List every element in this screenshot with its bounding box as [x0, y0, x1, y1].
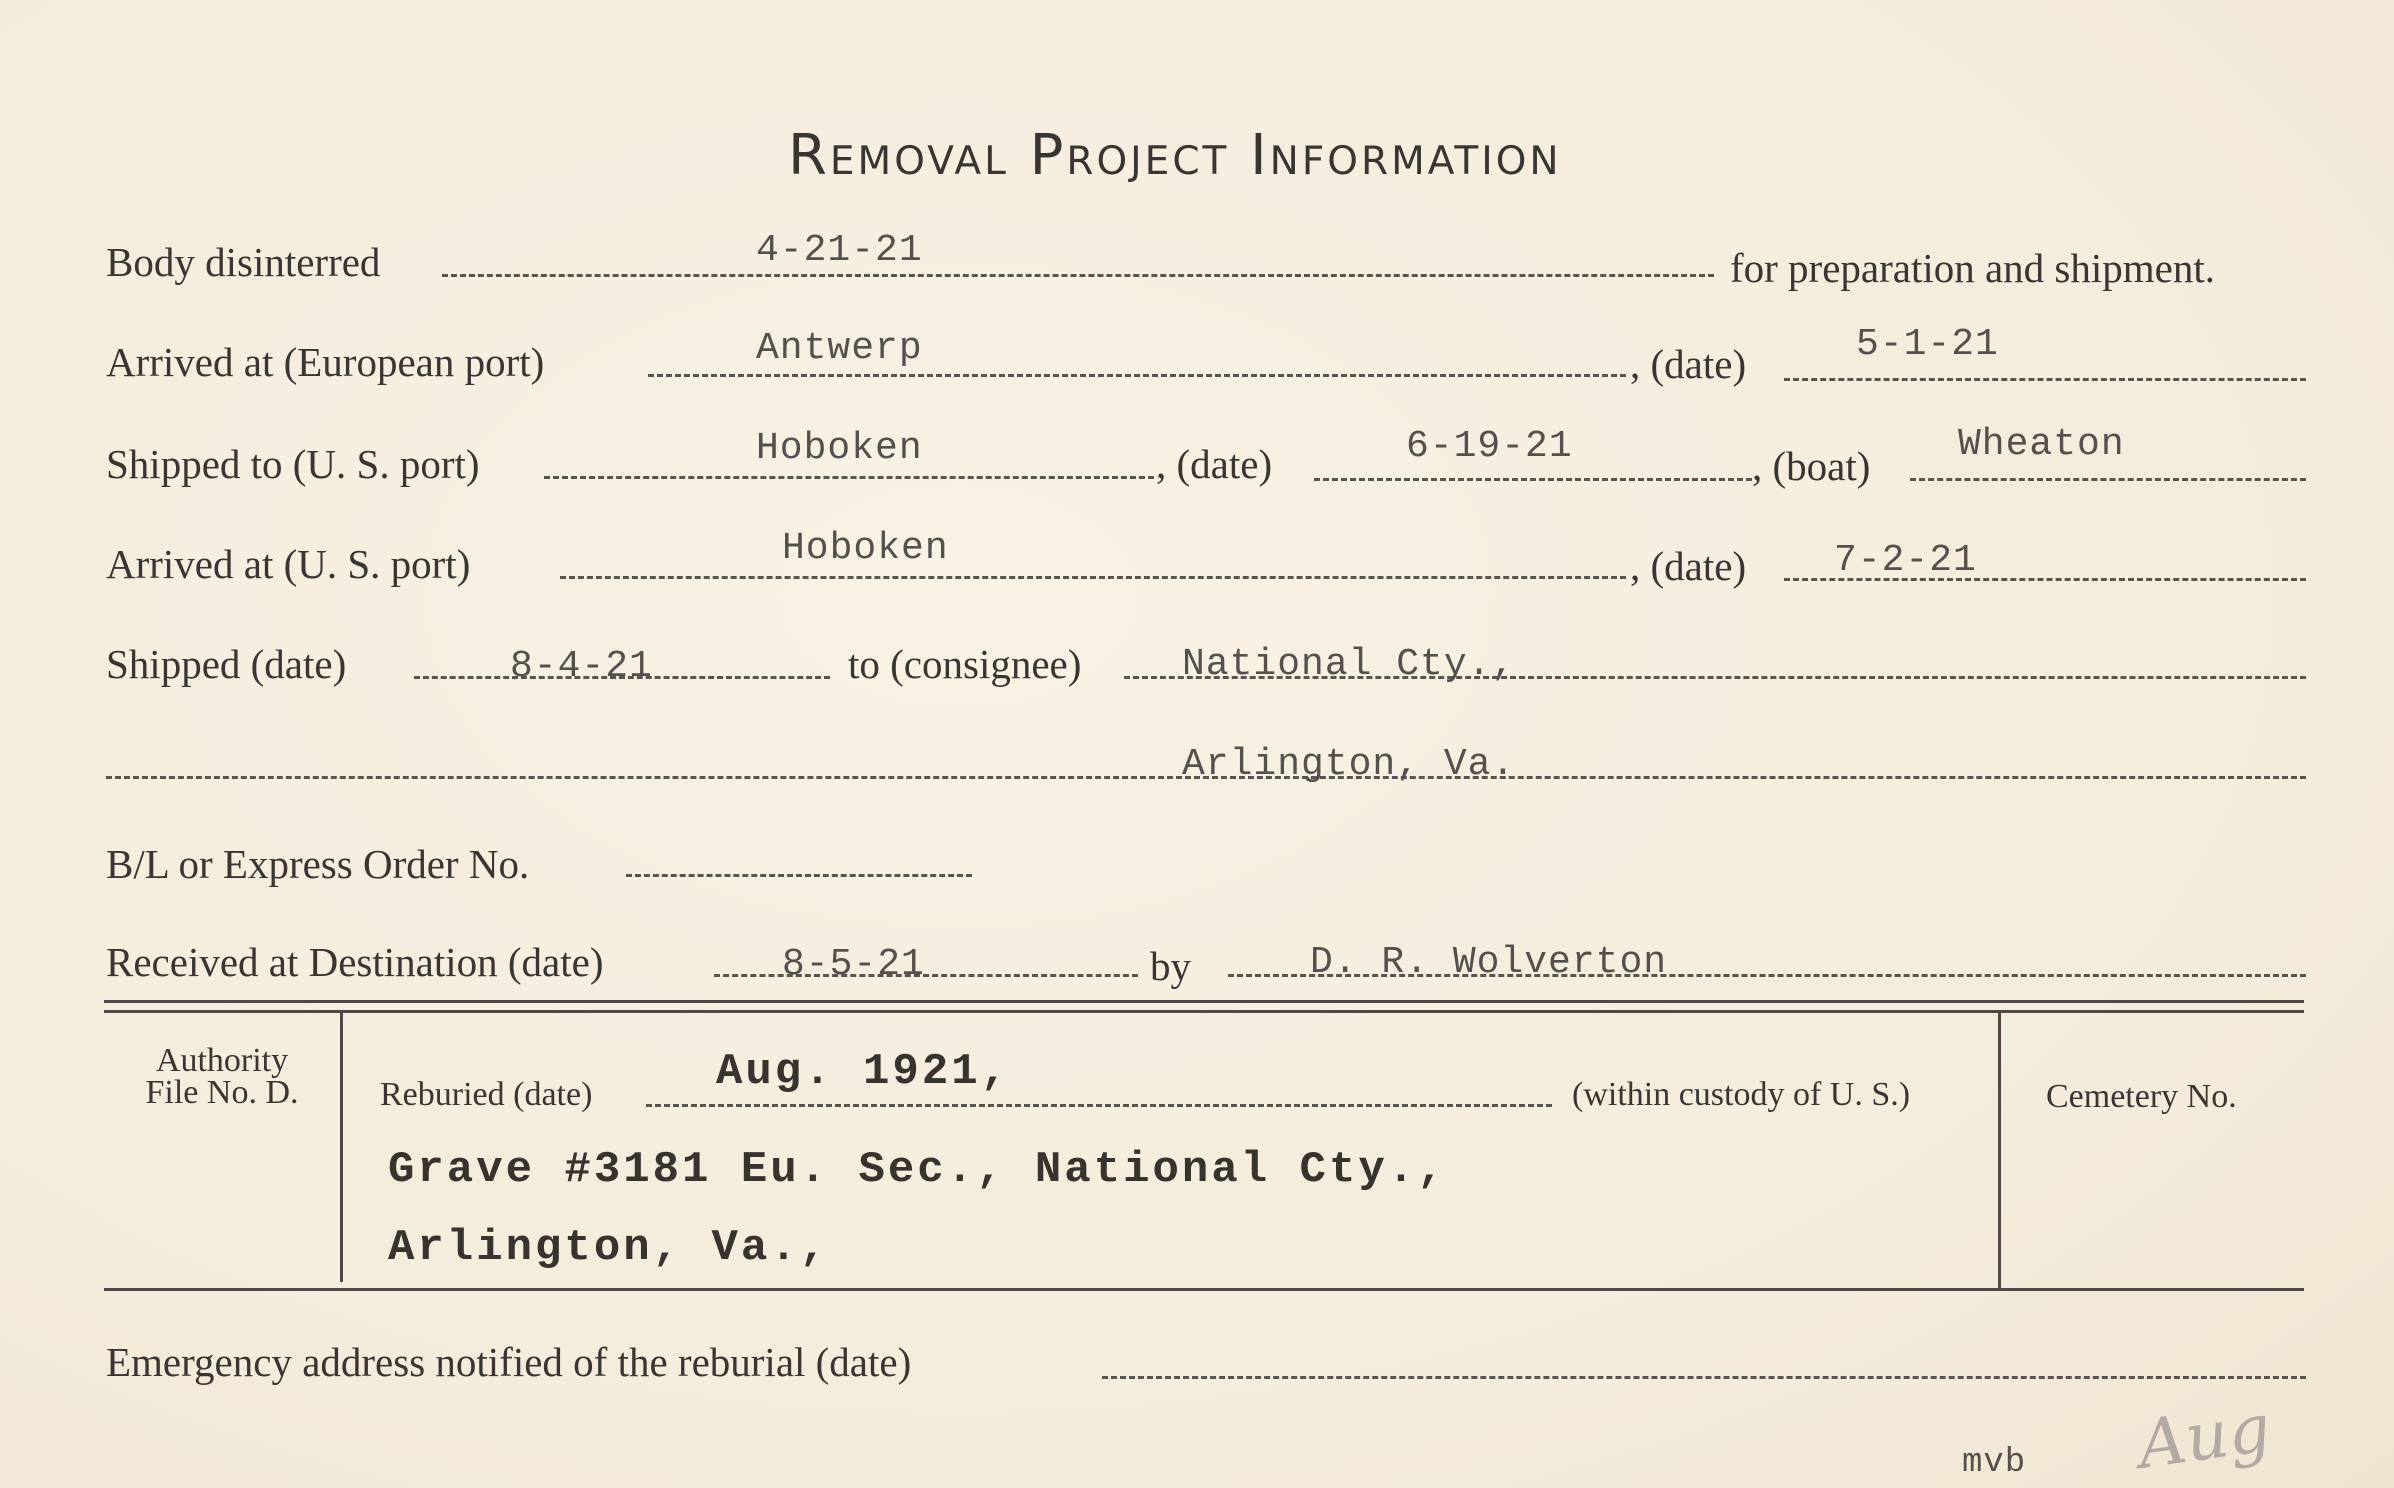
- received-by-value: D. R. Wolverton: [1310, 941, 1668, 984]
- european-port-value: Antwerp: [756, 327, 923, 370]
- authority-label-line2: File No. D.: [145, 1074, 299, 1111]
- boat-value: Wheaton: [1958, 423, 2125, 466]
- box-top-rule-2: [104, 1010, 2304, 1013]
- european-port-line: [648, 374, 1626, 377]
- grave-line1: Grave #3181 Eu. Sec., National Cty.,: [388, 1145, 1447, 1195]
- box-bottom-rule: [104, 1288, 2304, 1291]
- shipped-to-us-port-line: [544, 476, 1154, 479]
- emergency-address-label: Emergency address notified of the reburial (date): [106, 1339, 912, 1385]
- authority-label-line1: Authority: [155, 1042, 289, 1079]
- body-disinterred-label: Body disinterred: [106, 239, 381, 285]
- received-destination-label: Received at Destination (date): [106, 939, 604, 985]
- body-disinterred-line: [442, 274, 1714, 277]
- consignee-label: to (consignee): [848, 641, 1082, 687]
- bl-order-label: B/L or Express Order No.: [106, 841, 530, 887]
- arrived-us-port-label: Arrived at (U. S. port): [106, 541, 471, 587]
- arrived-us-port-date-value: 7-2-21: [1834, 539, 1977, 582]
- box-divider-right: [1998, 1012, 2001, 1290]
- consignee-value-line1: National Cty.,: [1182, 643, 1516, 686]
- shipped-date-value: 8-4-21: [510, 645, 653, 688]
- consignee-value-line2: Arlington, Va.: [1182, 743, 1516, 786]
- shipped-to-date-line: [1314, 478, 1752, 481]
- arrived-us-port-date-label: , (date): [1630, 543, 1747, 589]
- reburied-label: Reburied (date): [380, 1076, 593, 1113]
- european-port-label: Arrived at (European port): [106, 339, 545, 385]
- european-port-date-value: 5-1-21: [1856, 323, 1999, 366]
- clerk-initials: mvb: [1962, 1444, 2027, 1482]
- page-title: Removal Project Information: [788, 123, 1562, 188]
- reburied-date-value: Aug. 1921,: [716, 1047, 1011, 1097]
- boat-label: , (boat): [1752, 443, 1871, 489]
- arrived-us-port-line: [560, 576, 1626, 579]
- received-by-label: by: [1150, 943, 1191, 989]
- cemetery-number-label: Cemetery No.: [2046, 1078, 2237, 1115]
- shipped-to-date-value: 6-19-21: [1406, 425, 1573, 468]
- box-divider-left: [340, 1012, 343, 1282]
- received-destination-value: 8-5-21: [782, 943, 925, 986]
- boat-line: [1910, 478, 2306, 481]
- received-destination-line: [714, 974, 1138, 977]
- reburied-line: [646, 1104, 1552, 1107]
- emergency-address-line: [1102, 1376, 2306, 1379]
- box-top-rule-1: [104, 1000, 2304, 1003]
- european-port-date-label: , (date): [1630, 341, 1747, 387]
- european-port-date-line: [1784, 378, 2306, 381]
- shipped-date-label: Shipped (date): [106, 641, 347, 687]
- arrived-us-port-value: Hoboken: [782, 527, 949, 570]
- shipped-to-date-label: , (date): [1156, 441, 1273, 487]
- custody-label: (within custody of U. S.): [1572, 1076, 1911, 1113]
- grave-line2: Arlington, Va.,: [388, 1223, 830, 1273]
- shipped-to-us-port-value: Hoboken: [756, 427, 923, 470]
- bl-order-line: [626, 874, 972, 877]
- shipment-suffix: for preparation and shipment.: [1730, 245, 2216, 291]
- body-disinterred-value: 4-21-21: [756, 229, 923, 272]
- shipped-to-us-port-label: Shipped to (U. S. port): [106, 441, 480, 487]
- handwritten-note: Aug: [2133, 1389, 2276, 1484]
